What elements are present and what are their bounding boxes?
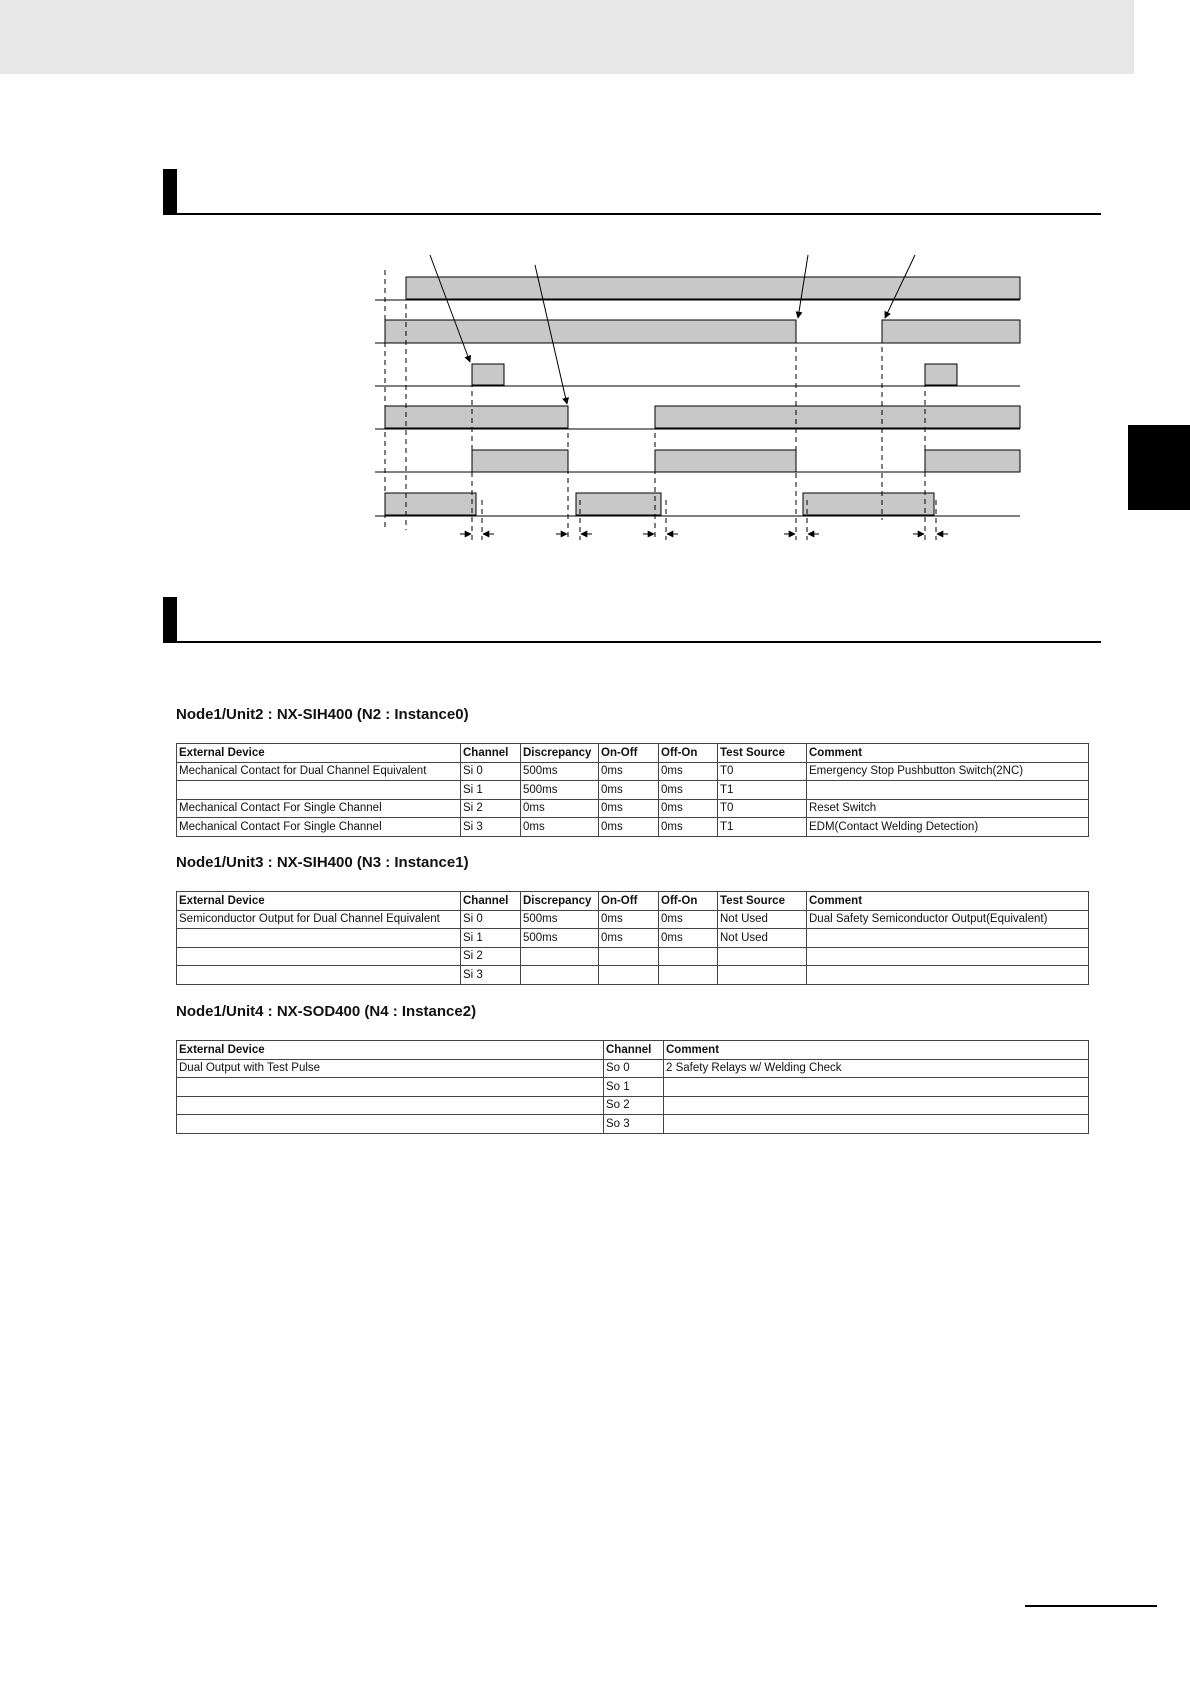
table-cell: T0 [718,799,807,818]
signal-pulse [655,450,796,472]
table-cell: Not Used [718,910,807,929]
table-cell: Reset Switch [807,799,1089,818]
table-cell [599,947,659,966]
table-cell: 500ms [521,929,599,948]
table-cell [177,781,461,800]
signal-pulse [655,406,1020,428]
table-cell: Mechanical Contact For Single Channel [177,799,461,818]
table-cell: 500ms [521,762,599,781]
table-cell: 0ms [599,818,659,837]
section-marker [163,597,177,641]
table-cell: So 1 [604,1078,664,1097]
table-cell: So 2 [604,1096,664,1115]
col-header: Test Source [718,892,807,911]
section-heading-settings [163,597,1101,643]
table-cell [664,1096,1089,1115]
timing-chart [370,250,1030,550]
table-cell [659,966,718,985]
table-row [177,781,1089,800]
col-header: Comment [807,892,1089,911]
col-header: External Device [177,1041,604,1060]
table-row [177,762,1089,781]
table-cell: Si 0 [461,762,521,781]
col-header: Off-On [659,744,718,763]
table-cell: Si 1 [461,781,521,800]
table-cell [664,1078,1089,1097]
table-cell: Si 2 [461,799,521,818]
table-cell: Not Used [718,929,807,948]
table-cell [718,947,807,966]
signal-pulse [406,277,1020,299]
table-row [177,799,1089,818]
col-header: Off-On [659,892,718,911]
table-cell: Semiconductor Output for Dual Channel Equivalent [177,910,461,929]
table-row [177,966,1089,985]
header-band [0,0,1134,74]
unit4-table [176,1040,1089,1134]
table-cell [177,1115,604,1134]
table-cell [659,947,718,966]
col-header: Channel [461,892,521,911]
table-cell [664,1115,1089,1134]
col-header: On-Off [599,744,659,763]
table-row [177,1078,1089,1097]
table-cell: 0ms [521,799,599,818]
col-header: External Device [177,744,461,763]
table-row [177,910,1089,929]
table-cell: 0ms [659,929,718,948]
table-cell: Si 1 [461,929,521,948]
unit3-table [176,891,1089,985]
signal-pulse [882,320,1020,343]
signal-pulse [385,320,796,343]
footer-rule [1025,1605,1157,1607]
table-cell [599,966,659,985]
table-header-row [177,744,1089,763]
col-header: Discrepancy [521,744,599,763]
col-header: Channel [461,744,521,763]
table-cell: 0ms [599,781,659,800]
table-cell [807,929,1089,948]
table-cell [807,947,1089,966]
table-cell [521,947,599,966]
table-cell [718,966,807,985]
table-cell: 0ms [599,762,659,781]
table-row [177,818,1089,837]
table-cell: 0ms [599,929,659,948]
table-cell: 0ms [659,910,718,929]
table-cell: 500ms [521,781,599,800]
table-cell: 0ms [599,910,659,929]
unit2-table [176,743,1089,837]
table-row [177,929,1089,948]
table-cell [521,966,599,985]
table-row [177,1059,1089,1078]
table-cell: 0ms [659,762,718,781]
section-marker [163,169,177,213]
col-header: Comment [807,744,1089,763]
section-heading-timing-chart [163,169,1101,215]
col-header: Comment [664,1041,1089,1060]
col-header: External Device [177,892,461,911]
table-cell: Mechanical Contact for Dual Channel Equivalent [177,762,461,781]
table-cell: 0ms [521,818,599,837]
signal-pulse [472,364,504,385]
col-header: Channel [604,1041,664,1060]
unit3-title: Node1/Unit3 : NX-SIH400 (N3 : Instance1) [176,854,469,871]
signal-pulse [803,493,934,515]
table-cell: Si 3 [461,818,521,837]
unit2-title: Node1/Unit2 : NX-SIH400 (N2 : Instance0) [176,706,469,723]
table-row [177,947,1089,966]
table-cell: So 3 [604,1115,664,1134]
table-cell: Si 0 [461,910,521,929]
table-cell: 0ms [599,799,659,818]
table-cell: Emergency Stop Pushbutton Switch(2NC) [807,762,1089,781]
table-header-row [177,892,1089,911]
col-header: Test Source [718,744,807,763]
signal-pulse [576,493,661,515]
table-row [177,1096,1089,1115]
table-row [177,1115,1089,1134]
unit4-title: Node1/Unit4 : NX-SOD400 (N4 : Instance2) [176,1003,477,1020]
chapter-tab [1128,425,1190,510]
col-header: Discrepancy [521,892,599,911]
signal-pulse [925,364,957,385]
table-cell: So 0 [604,1059,664,1078]
table-cell: Dual Safety Semiconductor Output(Equivalent) [807,910,1089,929]
table-cell: 0ms [659,781,718,800]
table-cell: Si 2 [461,947,521,966]
table-cell [177,1096,604,1115]
table-cell: Dual Output with Test Pulse [177,1059,604,1078]
table-cell [807,966,1089,985]
table-cell [177,929,461,948]
table-header-row [177,1041,1089,1060]
table-cell [177,1078,604,1097]
table-cell: 0ms [659,799,718,818]
table-cell: T0 [718,762,807,781]
table-cell [177,947,461,966]
table-cell: Si 3 [461,966,521,985]
table-cell: T1 [718,818,807,837]
table-cell [807,781,1089,800]
signal-pulse [385,406,568,428]
table-cell: EDM(Contact Welding Detection) [807,818,1089,837]
table-cell: 0ms [659,818,718,837]
table-cell: 2 Safety Relays w/ Welding Check [664,1059,1089,1078]
table-cell: T1 [718,781,807,800]
table-cell: Mechanical Contact For Single Channel [177,818,461,837]
signal-pulse [472,450,568,472]
col-header: On-Off [599,892,659,911]
signal-pulse [385,493,476,515]
table-cell: 500ms [521,910,599,929]
signal-pulse [925,450,1020,472]
table-cell [177,966,461,985]
